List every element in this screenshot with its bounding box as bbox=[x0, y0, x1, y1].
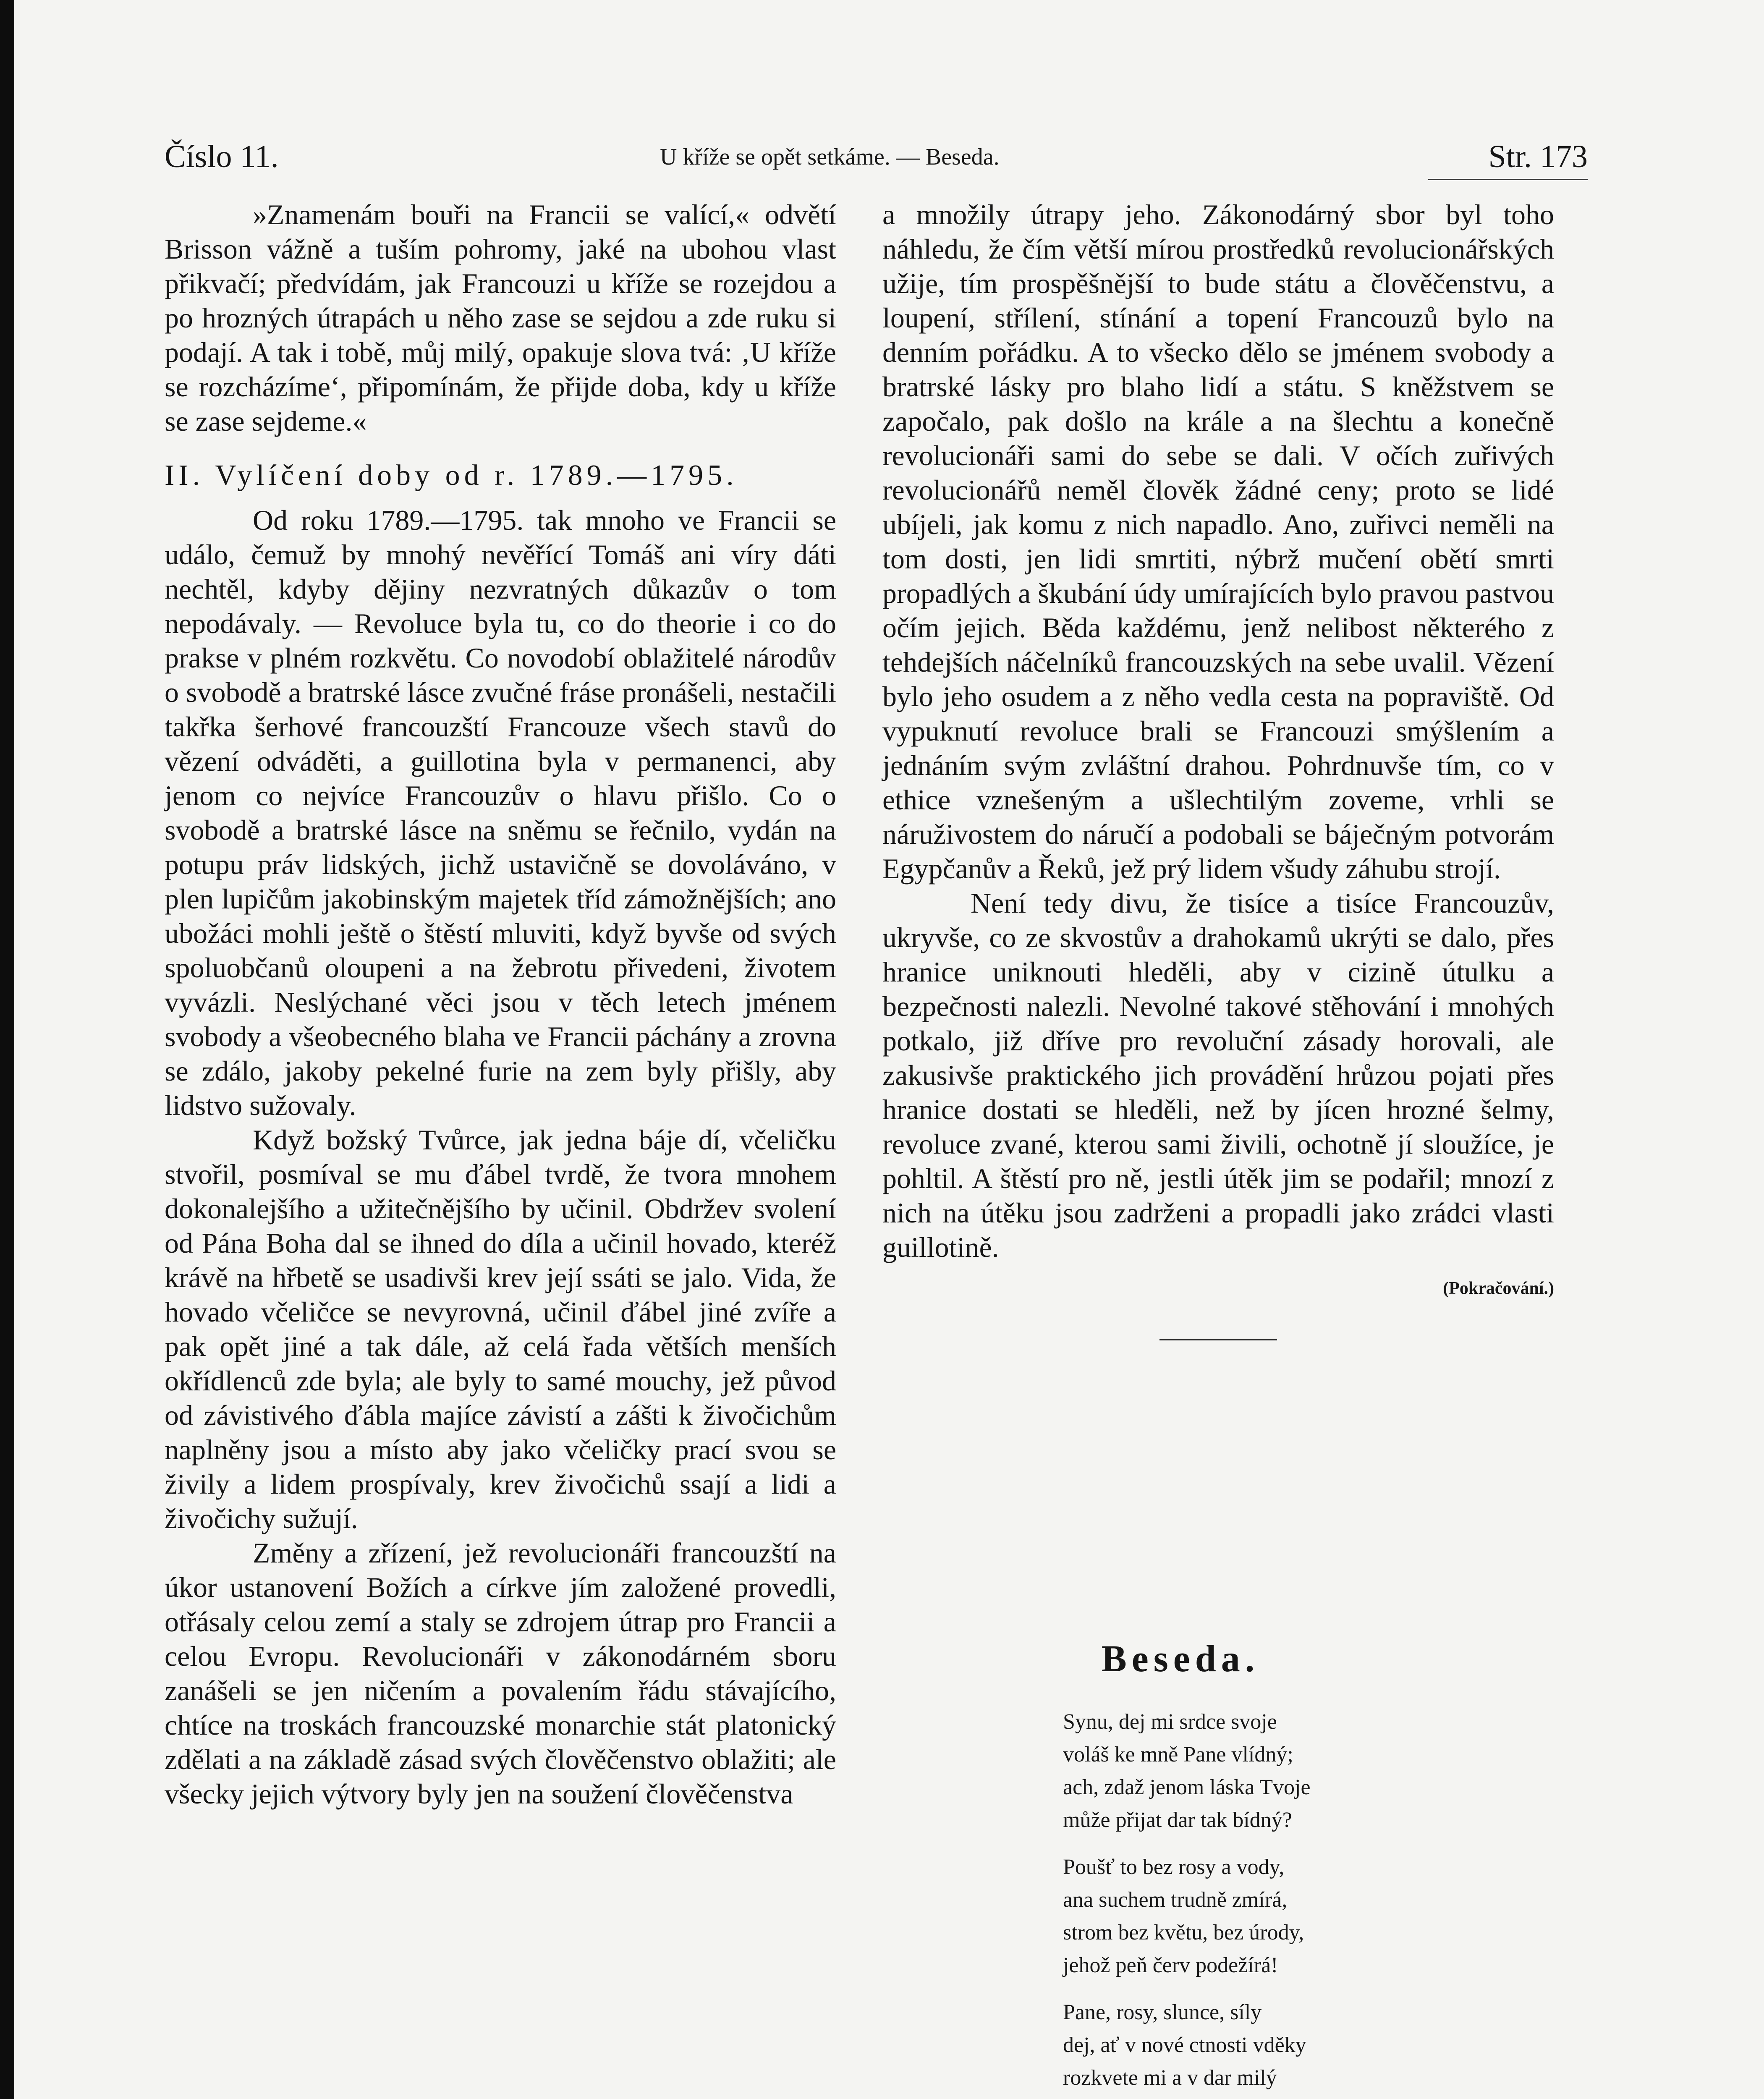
poem-body bbox=[1063, 1706, 1554, 2099]
poem-line: ach, zdaž jenom láska Tvoje bbox=[1063, 1775, 1311, 1799]
poem-line: jehož peň červ podežírá! bbox=[1063, 1953, 1278, 1977]
running-title: U kříže se opět setkáme. — Beseda. bbox=[660, 144, 1000, 170]
poem-line: dej, ať v nové ctnosti vděky bbox=[1063, 2033, 1306, 2057]
scan-edge-left bbox=[0, 0, 14, 2099]
poem-line: voláš ke mně Pane vlídný; bbox=[1063, 1743, 1293, 1767]
paragraph: Není tedy divu, že tisíce a tisíce Francouzův, ukryvše, co ze skvostův a drahokamů ukrýti se dalo, přes hranice uniknouti hleděli, aby v cizině útulku a bezpečnosti nalezli. Nevolné takové stěhování i mnohých potkalo, již dříve pro revoluční zásady horovali, ale zakusivše praktického jich provádění hrůzou pojati přes hranice dostati se hleděli, než by jícen hrozné šelmy, revoluce zvané, kterou sami živili, ochotně jí sloužíce, je pohltil. A štěstí pro ně, jestli útěk jim se podařil; mnozí z nich na útěku jsou zadrženi a propadli jako zrádci vlasti guillotině. bbox=[882, 887, 1554, 1263]
poem-line: může přijat dar tak bídný? bbox=[1063, 1808, 1292, 1832]
poem-line: ana suchem trudně zmírá, bbox=[1063, 1888, 1288, 1912]
page-number: Str. 173 bbox=[1488, 139, 1588, 174]
right-column bbox=[882, 197, 1554, 1340]
issue-number: Číslo 11. bbox=[165, 139, 279, 174]
paragraph: »Znamenám bouři na Francii se valící,« odvětí Brisson vážně a tuším pohromy, jaké na ubohou vlast přikvačí; předvídám, jak Francouzi u kříže se rozejdou a po hrozných útrapách u něho zase se sejdou a zde ruku si podají. A tak i tobě, můj milý, opakuje slova tvá: ‚U kříže se rozcházíme‘, připomínám, že přijde doba, kdy u kříže se zase sejdeme.« bbox=[165, 199, 836, 437]
poem-line: Synu, dej mi srdce svoje bbox=[1063, 1710, 1277, 1734]
poem-stanza bbox=[1063, 1851, 1554, 1982]
section-divider bbox=[1159, 1339, 1277, 1340]
poem-line: Poušť to bez rosy a vody, bbox=[1063, 1855, 1285, 1879]
poem-title: Beseda. bbox=[1101, 1638, 1260, 1680]
poem-line: strom bez květu, bez úrody, bbox=[1063, 1921, 1304, 1945]
paragraph: Když božský Tvůrce, jak jedna báje dí, včeličku stvořil, posmíval se mu ďábel tvrdě, že tvora mnohem dokonalejšího a užitečnějšího by učinil. Obdržev svolení od Pána Boha dal se ihned do díla a učinil hovado, kteréž krávě na hřbetě se usadivši krev její ssáti se jalo. Vida, že hovado včeličce se nevyrovná, učinil ďábel jiné zvíře a pak opět jiné a tak dále, až celá řada větších menších okřídlenců zde byla; ale byly to samé mouchy, jež původ od závistivého ďábla majíce závistí a zášti k živočichům naplněny jsou a místo aby jako včeličky prací svou se živily a lidem prospívaly, krev živočichů ssají a lidi a živočichy sužují. bbox=[165, 1124, 836, 1534]
poem-stanza bbox=[1063, 1706, 1554, 1837]
paragraph: Změny a zřízení, jež revolucionáři francouzští na úkor ustanovení Božích a církve jím založené provedli, otřásaly celou zemí a staly se zdrojem útrap pro Francii a celou Evropu. Revolucionáři v zákonodárném sboru zanášeli se jen ničením a povalením řádu stávajícího, chtíce na troskách francouzské monarchie stát platonický zdělati a na základě zásad svých člověčenstvo oblažiti; ale všecky jejich výtvory byly jen na soužení člověčenstva bbox=[165, 1537, 836, 1810]
header-rule bbox=[1428, 179, 1588, 180]
poem-line: rozkvete mi a v dar milý bbox=[1063, 2066, 1277, 2090]
page-header bbox=[165, 139, 1588, 185]
paragraph: a množily útrapy jeho. Zákonodárný sbor byl toho náhledu, že čím větší mírou prostředků revolucionářských užije, tím prospěšnější to bude státu a člověčenstvu, a loupení, střílení, stínání a topení Francouzů bylo na denním pořádku. A to všecko dělo se jménem svobody a bratrské lásky pro blaho lidí a státu. S kněžstvem se započalo, pak došlo na krále a na šlechtu a konečně revolucionáři sami do sebe se dali. V očích zuřivých revolucionářů neměl člověk žádné ceny; proto se lidé ubíjeli, jak komu z nich napadlo. Ano, zuřivci neměli na tom dosti, jen lidi smrtiti, nýbrž mučení obětí smrti propadlých a škubání údy umírajících bylo pravou pastvou očím jejich. Běda každému, jenž nelibost některého z tehdejších náčelníků francouzských na sebe uvalil. Vězení bylo jeho osudem a z něho vedla cesta na popraviště. Od vypuknutí revoluce brali se Francouzi smýšlením a jednáním svým zvláštní drahou. Pohrdnuvše tím, co v ethice vznešeným a ušlechtilým zoveme, vrhli se náruživostem do náručí a podobali se báječným potvorám Egypčanův a Řeků, jež prý lidem všudy záhubu strojí. bbox=[882, 199, 1554, 885]
section-title: II. Vylíčení doby od r. 1789.—1795. bbox=[165, 459, 738, 492]
poem-stanza bbox=[1063, 1996, 1554, 2099]
poem-line: Pane, rosy, slunce, síly bbox=[1063, 2000, 1262, 2024]
paragraph: Od roku 1789.—1795. tak mnoho ve Francii se událo, čemuž by mnohý nevěřící Tomáš ani víry dáti nechtěl, kdyby dějiny nezvratných důkazův o tom nepodávaly. — Revoluce byla tu, co do theorie i co do prakse v plném rozkvětu. Co novodobí oblažitelé národův o svobodě a bratrské lásce zvučné fráse pronášeli, nestačili takřka šerhové francouzští Francouze všech stavů do vězení odváděti, a guillotina byla v permanenci, aby jenom co nejvíce Francouzův o hlavu přišlo. Co o svobodě a bratrské lásce na sněmu se řečnilo, vydán na potupu práv lidských, jichž ustavičně se dovoláváno, v plen lupičům jakobinským majetek tříd zámožnějších; ano ubožáci mohli ještě o štěstí mluviti, když byvše od svých spoluobčanů oloupeni a na žebrotu přivedeni, životem vyvázli. Neslýchané věci jsou v těch letech jménem svobody a všeobecného blaha ve Francii páchány a zrovna se zdálo, jakoby pekelné furie na zem byly přišly, aby lidstvo sužovaly. bbox=[165, 504, 836, 1121]
left-column bbox=[165, 197, 836, 1811]
continued-note: (Pokračování.) bbox=[1443, 1279, 1554, 1298]
poem-section bbox=[882, 1637, 1554, 2099]
poem-line bbox=[1063, 2094, 1554, 2099]
